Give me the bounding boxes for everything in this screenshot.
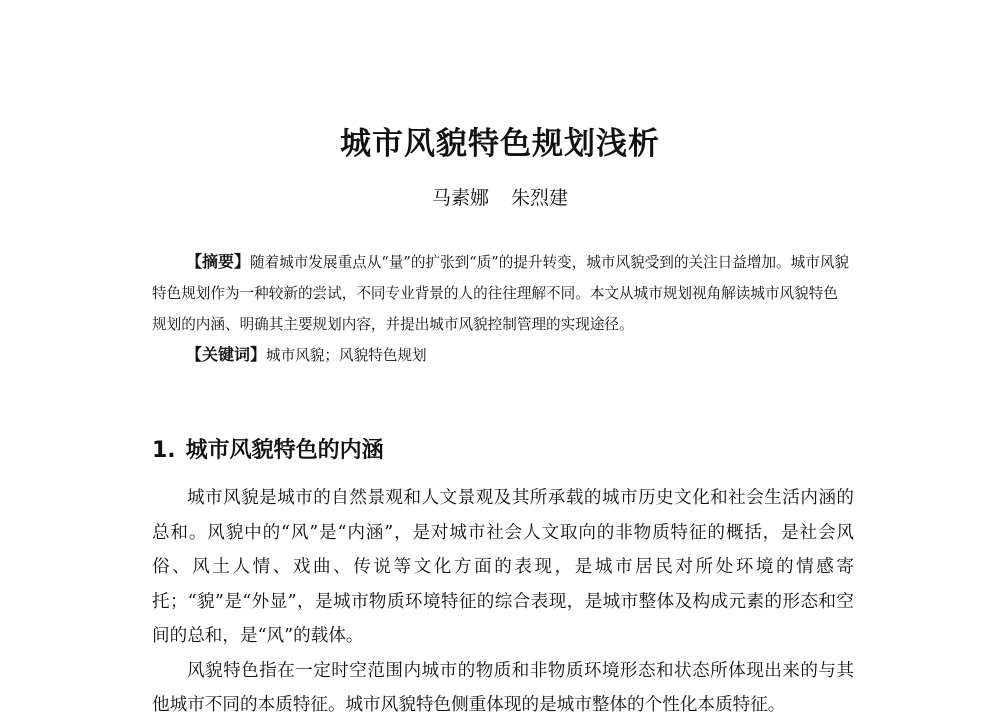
body-paragraph: 城市风貌是城市的自然景观和人文景观及其所承载的城市历史文化和社会生活内涵的总和。风貌中的“风”是“内涵”，是对城市社会人文取向的非物质特征的概括，是社会风俗、风土人情、戏曲、传说等文化方面的表现，是城市居民对所处环境的情感寄托；“貌”是“外显”，是城市物质环境特征的综合表现，是城市整体及构成元素的形态和空间的总和，是“风”的载体。: [152, 488, 854, 646]
abstract: [152, 246, 852, 340]
keywords-label: 【关键词】: [186, 345, 267, 364]
abstract-text: 随着城市发展重点从“量”的扩张到“质”的提升转变，城市风貌受到的关注日益增加。城市风貌特色规划作为一种较新的尝试，不同专业背景的人的往往理解不同。本文从城市规划视角解读城市风貌特色规划的内涵、明确其主要规划内容，并提出城市风貌控制管理的实现途径。: [152, 254, 850, 333]
abstract-label: 【摘要】: [186, 252, 251, 271]
keywords-text: 城市风貌；风貌特色规划: [266, 347, 427, 364]
body-paragraph: 风貌特色指在一定时空范围内城市的物质和非物质环境形态和状态所体现出来的与其他城市不同的本质特征。城市风貌特色侧重体现的是城市整体的个性化本质特征。: [152, 660, 854, 715]
section-body: [152, 481, 854, 723]
keywords: [186, 341, 846, 370]
author-name: 朱烈建: [511, 187, 569, 209]
paper-title: 城市风貌特色规划浅析: [340, 126, 660, 162]
author-list: [0, 183, 1000, 210]
section-number: 1.: [152, 438, 176, 463]
section-heading: [152, 433, 384, 464]
author-name: 马素娜: [431, 187, 489, 209]
section-title: 城市风貌特色的内涵: [185, 438, 384, 463]
